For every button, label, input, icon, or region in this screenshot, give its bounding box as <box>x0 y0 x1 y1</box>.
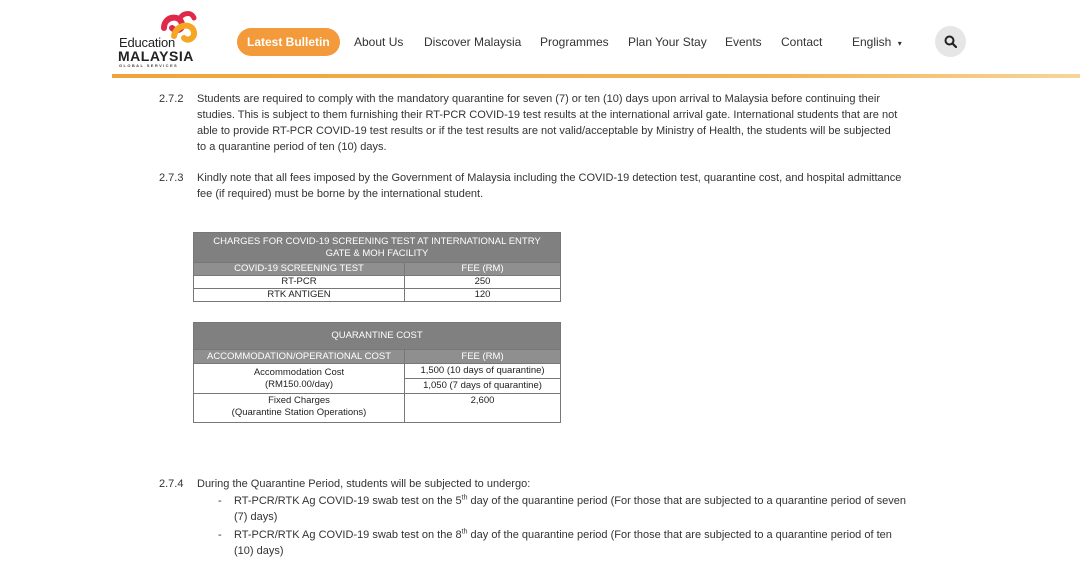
table-row: RT-PCR 250 <box>194 276 561 289</box>
list-item: - RT-PCR/RTK Ag COVID-19 swab test on the 5th day of the quarantine period (For those that are subjected to a quarantine period of seven (7) days) <box>218 494 906 523</box>
search-button[interactable] <box>935 26 966 57</box>
nav-latest-bulletin-button[interactable]: Latest Bulletin <box>237 28 340 56</box>
logo-global-services-text: GLOBAL SERVICES <box>119 63 179 68</box>
paragraph-number: 2.7.2 <box>159 93 184 105</box>
table-title: QUARANTINE COST <box>194 323 561 350</box>
site-header <box>0 0 1080 76</box>
screening-test-fee-table <box>193 232 561 302</box>
nav-item-discover-malaysia[interactable]: Discover Malaysia <box>424 35 522 49</box>
table-row: RTK ANTIGEN 120 <box>194 289 561 302</box>
main-nav <box>0 28 1080 56</box>
paragraph-number: 2.7.4 <box>159 478 184 490</box>
paragraph-line: During the Quarantine Period, students will be subjected to undergo: <box>197 478 531 490</box>
paragraph-line: fee (if required) must be borne by the international student. <box>197 188 484 200</box>
table-row: Fixed Charges (Quarantine Station Operations) 2,600 <box>194 394 561 423</box>
nav-item-contact[interactable]: Contact <box>781 35 823 49</box>
language-selector[interactable] <box>852 28 902 56</box>
nav-item-events[interactable]: Events <box>725 35 762 49</box>
table-header: FEE (RM) <box>405 263 561 276</box>
search-icon <box>944 35 957 48</box>
logo-education-text: Education <box>119 35 176 50</box>
paragraph-2-7-4 <box>159 476 989 492</box>
header-accent-line <box>112 74 1080 78</box>
quarantine-cost-table <box>193 322 561 423</box>
paragraph-line: able to provide RT-PCR COVID-19 test results or if the test results are not valid/acceptable by Ministry of Health, the students will be subjected <box>197 125 891 137</box>
paragraph-line: to a quarantine period of ten (10) days. <box>197 141 387 153</box>
list-item: - RT-PCR/RTK Ag COVID-19 swab test on the 8th day of the quarantine period (For those that are subjected to a quarantine period of ten (10) days) <box>218 528 892 557</box>
table-header: COVID-19 SCREENING TEST <box>194 263 405 276</box>
paragraph-line: studies. This is subject to them furnishing their RT-PCR COVID-19 test results at the international arrival gate. International students that are not <box>197 109 898 121</box>
nav-item-plan-your-stay[interactable]: Plan Your Stay <box>628 35 707 49</box>
language-label: English <box>852 35 892 49</box>
paragraph-number: 2.7.3 <box>159 172 184 184</box>
paragraph-line: Students are required to comply with the mandatory quarantine for seven (7) or ten (10) days upon arrival to Malaysia before continuing their <box>197 93 880 105</box>
paragraph-2-7-2 <box>159 91 989 157</box>
table-title: CHARGES FOR COVID-19 SCREENING TEST AT INTERNATIONAL ENTRY GATE & MOH FACILITY <box>194 233 561 263</box>
table-row: Accommodation Cost (RM150.00/day) 1,500 (10 days of quarantine) 1,050 (7 days of quarantine) <box>194 364 561 394</box>
table-header: ACCOMMODATION/OPERATIONAL COST <box>194 350 405 364</box>
paragraph-line: Kindly note that all fees imposed by the Government of Malaysia including the COVID-19 detection test, quarantine cost, and hospital admittance <box>197 172 902 184</box>
logo-malaysia-text: MALAYSIA <box>118 48 194 64</box>
paragraph-2-7-3 <box>159 170 989 204</box>
table-header: FEE (RM) <box>405 350 561 364</box>
chevron-down-icon: ▾ <box>897 39 902 48</box>
nav-item-programmes[interactable]: Programmes <box>540 35 609 49</box>
nav-item-about-us[interactable]: About Us <box>354 35 404 49</box>
